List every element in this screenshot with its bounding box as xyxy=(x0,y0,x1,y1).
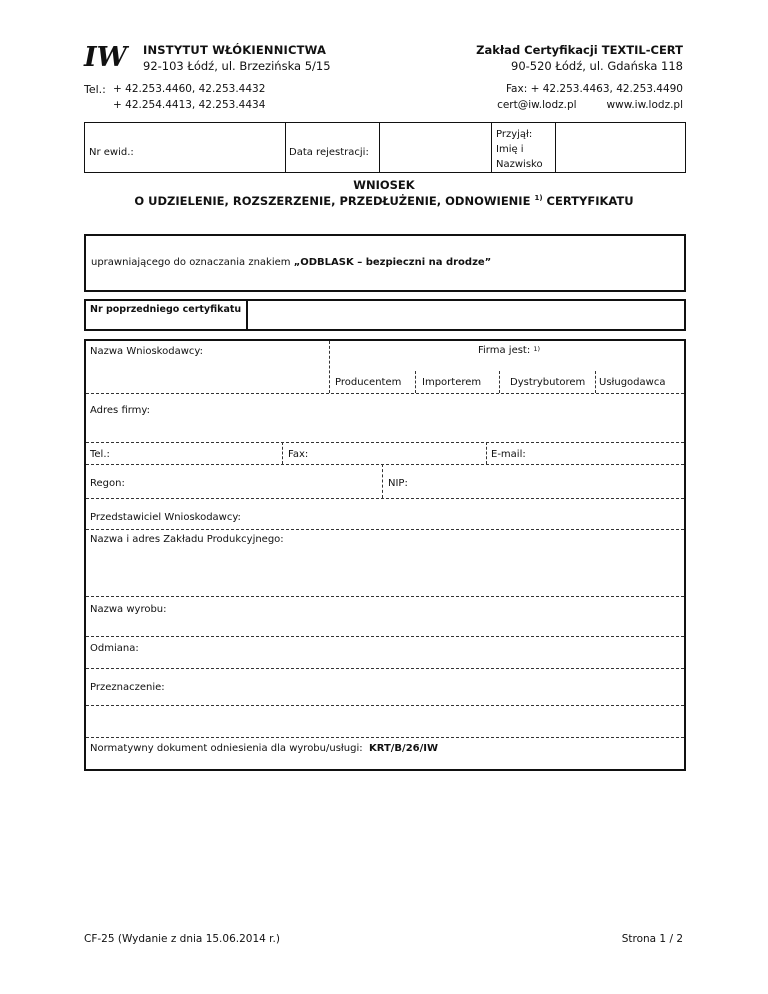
data-rejestracji-label: Data rejestracji: xyxy=(289,147,369,158)
authorization-prefix: uprawniającego do oznaczania znakiem xyxy=(91,257,294,268)
tel-label: Tel.: xyxy=(84,83,106,96)
role-producer[interactable]: Producentem xyxy=(335,377,402,388)
institute-address: 92-103 Łódź, ul. Brzezińska 5/15 xyxy=(143,59,331,73)
institute-logo: IW xyxy=(84,42,127,73)
nazwisko-label: Nazwisko xyxy=(496,159,543,170)
variant-label: Odmiana: xyxy=(90,643,139,654)
institute-name: INSTYTUT WŁÓKIENNICTWA xyxy=(143,43,327,57)
fax-numbers: Fax: + 42.253.4463, 42.253.4490 xyxy=(505,83,683,95)
department-address: 90-520 Łódź, ul. Gdańska 118 xyxy=(511,59,683,73)
nip-label: NIP: xyxy=(388,478,408,489)
previous-certificate-box xyxy=(84,299,686,331)
previous-certificate-field[interactable] xyxy=(248,301,684,329)
fax-field-label: Fax: xyxy=(288,449,309,460)
department-name: Zakład Certyfikacji TEXTIL-CERT xyxy=(476,43,683,57)
company-is-footnote: 1) xyxy=(533,345,541,353)
nr-ewid-label: Nr ewid.: xyxy=(89,147,134,158)
przyjal-block xyxy=(496,127,543,172)
normative-doc-label: Normatywny dokument odniesienia dla wyrobu/usługi: xyxy=(90,743,363,754)
applicant-box xyxy=(84,339,686,771)
representative-label: Przedstawiciel Wnioskodawcy: xyxy=(90,512,241,523)
normative-doc-value: KRT/B/26/IW xyxy=(368,743,439,754)
authorization-text xyxy=(91,257,491,268)
page-number: Strona 1 / 2 xyxy=(621,933,683,945)
authorization-box[interactable] xyxy=(84,234,686,292)
product-name-label: Nazwa wyrobu: xyxy=(90,604,167,615)
przyjal-label: Przyjął: xyxy=(496,129,533,140)
registration-box xyxy=(84,122,686,173)
footnote-mark: 1) xyxy=(534,194,543,203)
applicant-name-label: Nazwa Wnioskodawcy: xyxy=(90,346,203,357)
tel-numbers-1: + 42.253.4460, 42.253.4432 xyxy=(113,83,266,95)
imie-label: Imię i xyxy=(496,144,524,155)
company-is-text: Firma jest: xyxy=(478,345,531,356)
address-label: Adres firmy: xyxy=(90,405,150,416)
previous-certificate-label: Nr poprzedniego certyfikatu xyxy=(90,304,242,315)
form-subtitle-prefix: O UDZIELENIE, ROZSZERZENIE, PRZEDŁUŻENIE, ODNOWIENIE xyxy=(134,194,531,208)
role-distributor[interactable]: Dystrybutorem xyxy=(510,377,586,388)
regon-label: Regon: xyxy=(90,478,125,489)
authorization-mark: „ODBLASK – bezpieczni na drodze” xyxy=(293,257,492,268)
form-subtitle-suffix: CERTYFIKATU xyxy=(546,194,634,208)
normative-doc xyxy=(90,743,438,754)
form-code: CF-25 (Wydanie z dnia 15.06.2014 r.) xyxy=(84,933,280,945)
role-importer[interactable]: Importerem xyxy=(422,377,482,388)
form-subtitle xyxy=(0,194,768,208)
company-is-label xyxy=(478,345,540,356)
purpose-label: Przeznaczenie: xyxy=(90,682,165,693)
website-link[interactable]: www.iw.lodz.pl xyxy=(606,99,683,111)
tel-numbers-2: + 42.254.4413, 42.253.4434 xyxy=(113,99,266,111)
form-title: WNIOSEK xyxy=(353,178,415,192)
contact-row xyxy=(497,99,683,111)
tel-field-label: Tel.: xyxy=(90,449,110,460)
email-field-label: E-mail: xyxy=(491,449,526,460)
production-plant-label: Nazwa i adres Zakładu Produkcyjnego: xyxy=(90,534,284,545)
email-link[interactable]: cert@iw.lodz.pl xyxy=(497,99,577,111)
role-service-provider[interactable]: Usługodawca xyxy=(599,377,666,388)
